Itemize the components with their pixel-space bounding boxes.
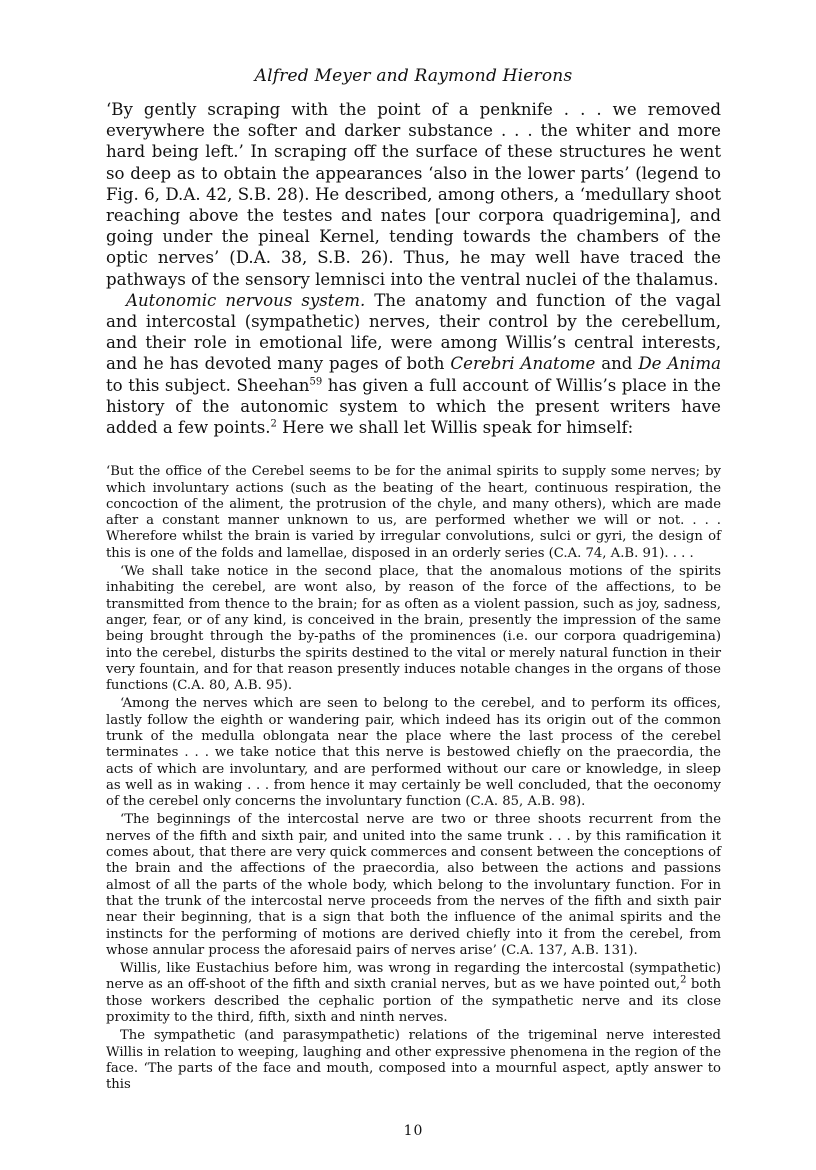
text-run: Here we shall let Willis speak for himself: (276, 418, 634, 438)
reference-superscript: 2 (680, 975, 687, 987)
text-run: The anatomy and function of the vagal and intercostal (sympathetic) nerves, their control by the cerebellum, and their role in emotional life, were among Willis’s central interests, and he has devoted many pages of both (106, 290, 721, 374)
page (106, 66, 721, 1139)
quote-paragraph (106, 696, 721, 810)
body-paragraph (106, 99, 721, 290)
quote-paragraph (106, 564, 721, 694)
quote-paragraph (106, 812, 721, 959)
text-run: Willis, like Eustachius before him, was wrong in regarding the intercostal (sympathetic) nerve as an off-shoot of the fifth and sixth cranial nerves, but as we have pointed out, (106, 961, 721, 993)
text-run: ‘By gently scraping with the point of a penknife . . . we removed everywhere the softer and darker substance . . . the whiter and more hard being left.’ In scraping off the surface of these structures he went so deep as to obtain the appearances ‘also in the lower parts’ (legend to Fig. 6, D.A. 42, S.B. 28). He described, among others, a ‘medullary shoot reaching above the testes and nates [our corpora quadrigemina], and going under the pineal Kernel, tending towards the chambers of the optic nerves’ (D.A. 38, S.B. 26). Thus, he may well have traced the pathways of the sensory lemnisci into the ventral nuclei of the thalamus. (106, 100, 721, 289)
text-run: The sympathetic (and parasympathetic) relations of the trigeminal nerve interested Willis in relation to weeping, laughing and other expressive phenomena in the region of the face. ‘The parts of the face and mouth, composed into a mournful aspect, aptly answer to this (106, 1028, 721, 1093)
italic-text: De Anima (638, 354, 721, 374)
text-run: ‘We shall take notice in the second place, that the anomalous motions of the spirits inhabiting the cerebel, are wont also, by reason of the force of the affections, to be transmitted from thence to the brain; for as often as a violent passion, such as joy, sadness, anger, fear, or of any kind, is conceived in the brain, presently the impression of the same being brought through the by-paths of the prominences (i.e. our corpora quadrigemina) into the cerebel, disturbs the spirits destined to the vital or merely natural function in their very fountain, and for that reason presently induces notable changes in the organs of those functions (C.A. 80, A.B. 95). (106, 564, 721, 694)
quote-paragraph (106, 1028, 721, 1093)
quote-paragraph (106, 961, 721, 1026)
text-run: has given a full account of Willis’s place in the history of the autonomic system to which the present writers have added a few points. (106, 375, 721, 438)
italic-text: Cerebri Anatome (450, 354, 596, 374)
reference-superscript: 59 (309, 376, 323, 388)
quotation-block (106, 464, 721, 1093)
italic-text: Autonomic nervous system. (126, 290, 366, 310)
text-run: ‘Among the nerves which are seen to belong to the cerebel, and to perform its offices, lastly follow the eighth or wandering pair, which indeed has its origin out of the common trunk of the medulla oblongata near the place where the last process of the cerebel terminates . . . we take notice that this nerve is bestowed chiefly on the praecordia, the acts of which are involuntary, and are performed without our care or knowledge, in sleep as well as in waking . . . from hence it may certainly be well concluded, that the oeconomy of the cerebel only concerns the involuntary function (C.A. 85, A.B. 98). (106, 696, 721, 810)
body-paragraph (106, 290, 721, 438)
main-text (106, 99, 721, 438)
running-head: Alfred Meyer and Raymond Hierons (254, 66, 573, 86)
text-run: both those workers described the cephalic portion of the sympathetic nerve and its close proximity to the third, fifth, sixth and ninth nerves. (106, 977, 721, 1026)
text-run: ‘The beginnings of the intercostal nerve are two or three shoots recurrent from the nerves of the fifth and sixth pair, and united into the same trunk . . . by this ramification it comes about, that there are very quick commerces and consent between the conceptions of the brain and the affections of the praecordia, also between the actions and passions almost of all the parts of the whole body, which belong to the involuntary function. For in that the trunk of the intercostal nerve proceeds from the nerves of the fifth and sixth pair near their beginning, that is a sign that both the influence of the animal spirits and the instincts for the performing of motions are derived chiefly into it from the cerebel, from whose annular process the aforesaid pairs of nerves arise’ (C.A. 137, A.B. 131). (106, 812, 721, 958)
page-number: 10 (403, 1123, 424, 1139)
quote-paragraph (106, 464, 721, 562)
text-run: ‘But the office of the Cerebel seems to be for the animal spirits to supply some nerves; by which involuntary actions (such as the beating of the heart, continuous respiration, the concoction of the aliment, the protrusion of the chyle, and many others), which are made after a constant manner unknown to us, are performed whether we will or not. . . . Wherefore whilst the brain is varied by irregular convolutions, sulci or gyri, the design of this is one of the folds and lamellae, disposed in an orderly series (C.A. 74, A.B. 91). . . . (106, 464, 721, 561)
text-run: and (595, 354, 639, 374)
text-run: to this subject. Sheehan (106, 375, 310, 395)
reference-superscript: 2 (270, 418, 277, 430)
